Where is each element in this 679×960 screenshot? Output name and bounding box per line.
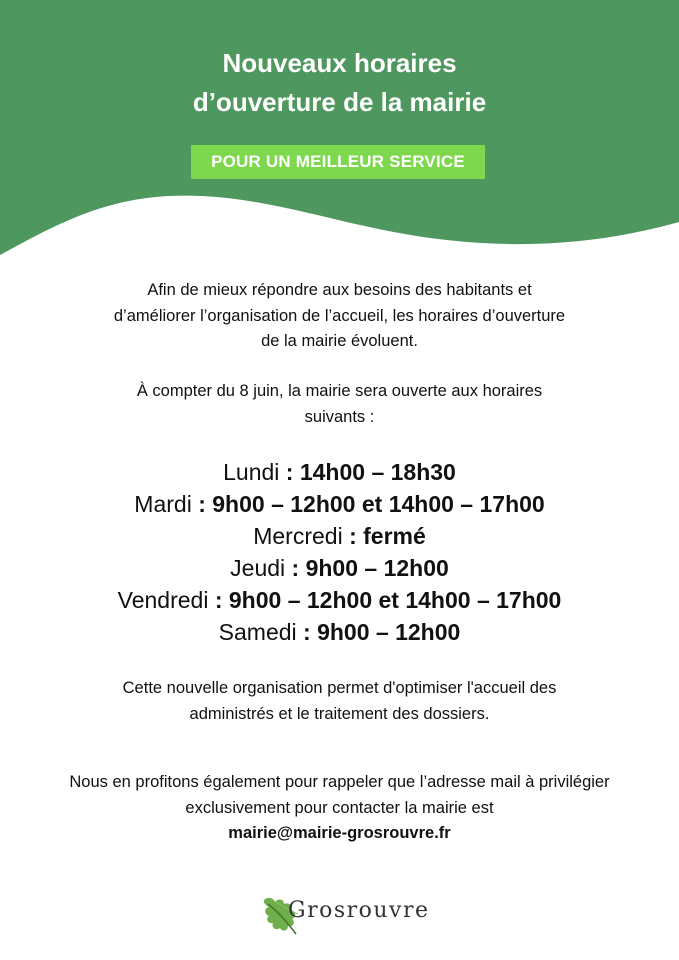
organisation-line-1: Cette nouvelle organisation permet d'optimiser l'accueil des: [122, 679, 557, 697]
logo-wordmark: [288, 898, 430, 923]
organisation-line-2: administrés et le traitement des dossiers.: [189, 704, 490, 723]
page-title: [0, 44, 679, 122]
intro-line-3: de la mairie évoluent.: [261, 332, 418, 350]
tagline-badge: POUR UN MEILLEUR SERVICE: [191, 145, 485, 179]
hours-value: : fermé: [349, 523, 426, 549]
schedule-row-samedi: [0, 616, 679, 648]
intro-line-1: Afin de mieux répondre aux besoins des habitants et: [147, 281, 532, 299]
hours-value: : 9h00 – 12h00 et 14h00 – 17h00: [214, 587, 562, 613]
grosrouvre-logo: [258, 892, 428, 940]
header-banner: [0, 0, 679, 262]
hours-value: : 9h00 – 12h00: [303, 619, 461, 645]
hours-value: : 14h00 – 18h30: [285, 459, 456, 485]
contact-paragraph: [0, 770, 679, 847]
logo-rest: rosrouvre: [307, 898, 430, 923]
schedule-row-mardi: [0, 488, 679, 520]
schedule-row-mercredi: [0, 520, 679, 552]
intro-line-2: d’améliorer l’organisation de l’accueil, les horaires d’ouverture: [113, 306, 566, 325]
day-label: Mercredi: [253, 523, 343, 549]
opening-hours-list: [0, 456, 679, 648]
organisation-paragraph: [0, 676, 679, 727]
intro-paragraph: [0, 278, 679, 355]
title-line-1: Nouveaux horaires: [222, 48, 457, 78]
day-label: Jeudi: [230, 555, 286, 581]
title-line-2: d’ouverture de la mairie: [192, 87, 487, 117]
logo-initial: G: [288, 898, 308, 923]
announcement-line-2: suivants :: [304, 407, 375, 426]
header-background: [0, 0, 679, 262]
announcement-line-1: À compter du 8 juin, la mairie sera ouverte aux horaires: [136, 382, 543, 400]
schedule-row-lundi: [0, 456, 679, 488]
day-label: Lundi: [223, 459, 280, 485]
announcement-paragraph: [0, 379, 679, 430]
hours-value: : 9h00 – 12h00 et 14h00 – 17h00: [198, 491, 545, 517]
contact-line-1: Nous en profitons également pour rappeler que l’adresse mail à privilégier: [69, 773, 610, 791]
schedule-row-jeudi: [0, 552, 679, 584]
contact-email[interactable]: mairie@mairie-grosrouvre.fr: [228, 824, 451, 842]
day-label: Mardi: [134, 491, 192, 517]
day-label: Samedi: [218, 619, 297, 645]
hours-value: : 9h00 – 12h00: [291, 555, 449, 581]
day-label: Vendredi: [117, 587, 209, 613]
contact-line-2: exclusivement pour contacter la mairie est: [185, 798, 494, 817]
schedule-row-vendredi: [0, 584, 679, 616]
